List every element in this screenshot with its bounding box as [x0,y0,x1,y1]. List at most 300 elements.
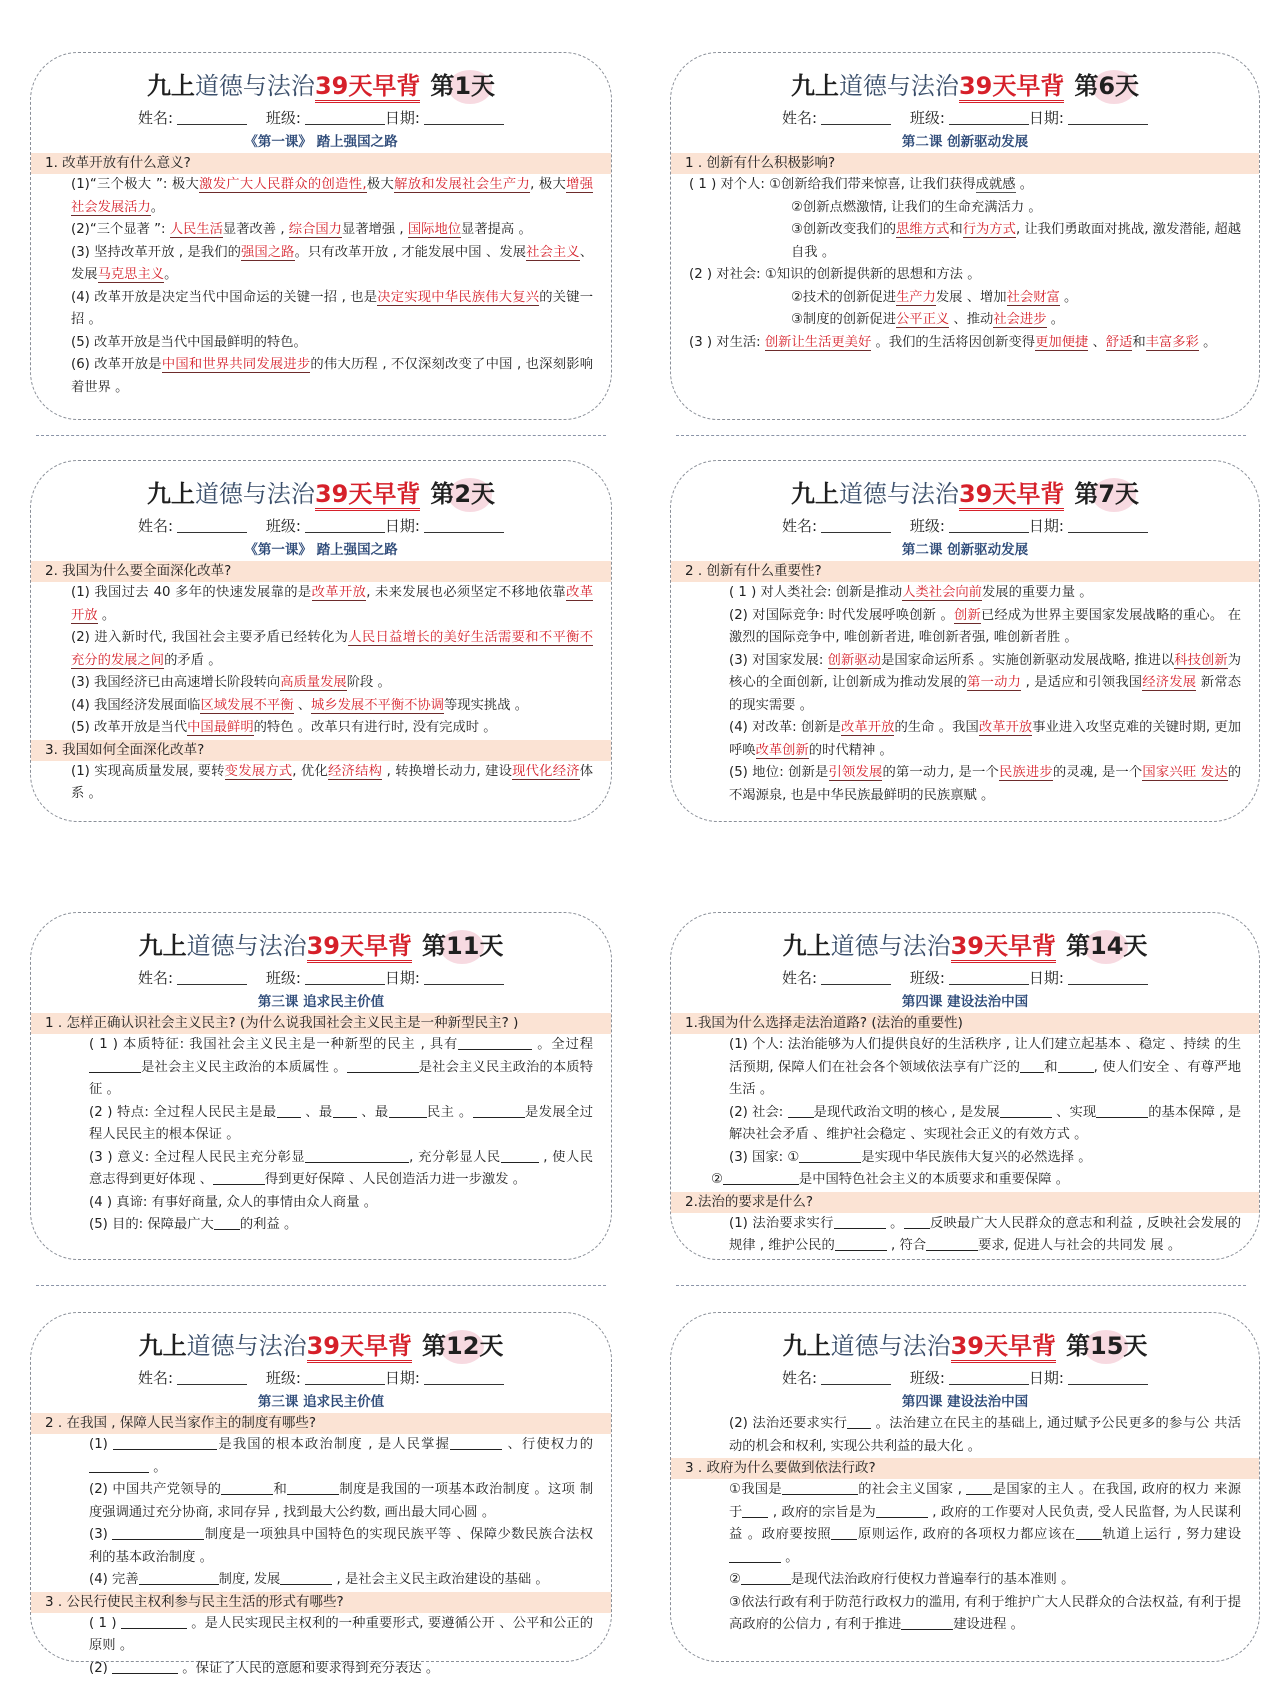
key-answer: 创新 [954,607,981,623]
date-field[interactable] [424,968,504,985]
text-segment: 2 . 创新有什么重要性? [685,563,822,579]
text-segment: 的第一动力, 是一个 [882,765,999,780]
text-segment: 。法治建立在民主的基础上, 通过赋予公民更多的参与公 共活动的机会和权利, 实现公共利益的最大化 。 [729,1416,1242,1454]
key-answer: 改革开放 [311,585,367,600]
text-segment: (3) 我国经济已由高速增长阶段转向 [71,675,281,690]
text-segment: 制度, 发展 [218,1572,281,1587]
text-segment: 的灵魂, 是一个 [1052,765,1143,780]
fill-in-blank[interactable] [221,1480,273,1495]
answer-paragraph [689,1102,1241,1147]
text-segment: 。 [1059,289,1078,305]
text-segment: 。 [781,1549,799,1565]
text-segment: ①我国是 [729,1482,782,1497]
key-answer: 引领发展 [828,765,883,780]
fill-in-blank[interactable] [729,1548,781,1563]
card-body [685,561,1242,807]
card-title [49,477,593,511]
text-segment: 和 [949,222,963,237]
text-segment: 的伟大历程 , 不仅深刻改变了中国 , 也深刻影响着世界 。 [71,357,594,395]
fill-in-blank[interactable] [287,1480,339,1495]
key-answer: 决定实现中华民族伟大复兴 [377,289,540,305]
date-field[interactable] [424,1368,504,1385]
title-program: 39天早背 [951,932,1056,963]
title-subject: 道德与法治 [194,72,315,100]
day-card [670,52,1260,420]
fill-in-blank[interactable] [926,1236,978,1251]
key-answer: 区域发展不平衡 [200,697,294,713]
text-segment: 建设进程 。 [953,1617,1024,1632]
fill-in-blank[interactable] [89,1058,141,1073]
text-segment: , 符合 [886,1238,927,1253]
fill-in-blank[interactable] [89,1458,149,1473]
question-heading [671,561,1259,582]
answer-paragraph [49,1479,593,1524]
fill-in-blank[interactable] [213,1170,265,1185]
class-label: 班级: [265,1369,301,1387]
lesson-heading: 第三课 追求民主价值 [257,1394,385,1410]
title-grade: 九上 [146,480,195,508]
text-segment: 的利益 。 [239,1217,298,1232]
fill-in-blank[interactable] [113,1435,217,1450]
text-segment: ( 1 ) 对个人: ①创新给我们带来惊喜, 让我们获得 [689,177,976,192]
fill-in-blank[interactable] [966,1480,992,1495]
question-heading [671,1192,1259,1213]
text-segment: 。 [885,1215,904,1231]
text-segment: , 优化 [292,763,329,779]
answer-paragraph [689,264,1241,287]
answer-paragraph [49,1034,593,1102]
answer-paragraph [49,1613,593,1658]
answer-paragraph [689,582,1241,605]
class-label: 班级: [265,517,301,535]
fill-in-blank[interactable] [458,1035,532,1050]
text-segment: 、最 [356,1104,389,1120]
text-segment: 体系 。 [71,763,594,801]
lesson-heading: 第二课 创新驱动发展 [901,542,1029,558]
text-segment: 是国家的主人 。在我国, 政府的权力 来源于 [729,1482,1241,1520]
date-field[interactable] [424,516,504,533]
key-answer: 更加便捷 [1035,334,1089,350]
title-subject: 道德与法治 [194,480,315,508]
text-segment: (5) 改革开放是当代中国最鲜明的特色。 [71,334,307,350]
text-segment: , 使人们安全 、有尊严地生活 。 [729,1059,1242,1097]
date-field[interactable] [1068,108,1148,125]
text-segment: 、 [293,697,312,713]
text-segment: 阶段 。 [346,675,391,690]
title-grade: 九上 [782,932,831,960]
name-label: 姓名: [138,969,174,987]
answer-paragraph [689,287,1241,310]
name-field[interactable] [821,516,891,533]
card-title [689,69,1241,103]
fill-in-blank[interactable] [1058,1058,1094,1073]
text-segment: , 是社会主义民主政治建设的基础 。 [332,1572,549,1587]
text-segment: 等现实挑战 。 [444,697,529,713]
answer-paragraph [689,650,1241,718]
text-segment: 、实现 [1051,1104,1097,1120]
question-heading [31,153,611,174]
fill-in-blank[interactable] [389,1103,427,1118]
text-segment: 是中国特色社会主义的本质要求和重要保障 。 [798,1172,1070,1187]
text-segment: 是国家命运所系 。实施创新驱动发展战略, 推进以 [881,652,1175,668]
fill-in-blank[interactable] [139,1570,219,1585]
card-title [689,1329,1241,1363]
name-label: 姓名: [782,109,818,127]
class-field[interactable] [305,516,385,533]
text-segment: 。 [1198,334,1217,350]
student-info-row [689,965,1241,991]
fill-in-blank[interactable] [788,1103,814,1118]
key-answer: 丰富多彩 [1145,334,1199,350]
text-segment: 、 [1088,334,1106,350]
fill-in-blank[interactable] [333,1103,357,1118]
text-segment: 民主 。 [426,1104,473,1120]
key-answer: 高质量发展 [280,675,347,690]
question-heading [31,1592,611,1613]
name-label: 姓名: [782,517,818,535]
title-subject: 道德与法治 [186,932,307,960]
date-label: 日期: [1028,517,1064,535]
text-segment: 的不竭源泉, 也是中华民族最鲜明的民族禀赋 。 [729,765,1241,803]
fill-in-blank[interactable] [1020,1058,1044,1073]
text-segment: (2 ) 对社会: ①知识的创新提供新的思想和方法 。 [689,267,981,282]
card-title [689,929,1241,963]
key-answer: 人民日益增长的美好生活需要和不平衡不充分的发展之间 [71,630,594,668]
text-segment: 是现代法治政府行使权力普遍奉行的基本准则 。 [790,1572,1075,1587]
text-segment: ( 1 ) [89,1615,121,1631]
class-field[interactable] [949,968,1029,985]
title-grade: 九上 [790,72,839,100]
title-subject: 道德与法治 [186,1332,307,1360]
text-segment: (2) 中国共产党领导的 [89,1482,222,1497]
title-program: 39天早背 [307,932,412,963]
fill-in-blank[interactable] [847,1414,871,1429]
fill-in-blank[interactable] [835,1236,887,1251]
key-answer: 变发展方式 [224,763,293,779]
key-answer: 国际地位 [407,222,462,237]
text-segment: 1.我国为什么选择走法治道路? (法治的重要性) [685,1015,963,1031]
date-field[interactable] [1068,1368,1148,1385]
text-segment: 、发展 [71,244,594,282]
text-segment: 发展的重要力量 。 [981,585,1093,600]
text-segment: 、最 [300,1104,333,1120]
key-answer: 社会财富 [1006,289,1060,305]
fill-in-blank[interactable] [501,1148,539,1163]
name-field[interactable] [177,1368,247,1385]
key-answer: 民族进步 [998,765,1053,780]
text-segment: (2) 进入新时代, 我国社会主要矛盾已经转化为 [71,630,349,645]
class-field[interactable] [949,1368,1029,1385]
question-heading [31,1013,611,1034]
fill-in-blank[interactable] [277,1103,301,1118]
text-segment: 、推动 [949,312,994,327]
text-segment: (6) 改革开放是 [71,357,162,372]
text-segment: (3) 国家: ① [729,1149,800,1165]
class-field[interactable] [305,968,385,985]
name-field[interactable] [177,108,247,125]
answer-paragraph [689,1213,1241,1258]
key-answer: 激发广大人民群众的创造性, [199,177,367,192]
answer-paragraph [49,1147,593,1192]
fill-in-blank[interactable] [782,1480,858,1495]
text-segment: 。 [1015,177,1034,192]
text-segment: 1 . 创新有什么积极影响? [685,155,836,171]
text-segment: (3) [89,1527,113,1542]
answer-paragraph [49,672,593,695]
title-subject: 道德与法治 [838,72,959,100]
day-card [670,460,1260,822]
fill-in-blank[interactable] [1076,1525,1102,1540]
class-field[interactable] [949,516,1029,533]
card-body [45,1413,594,1680]
day-card [670,912,1260,1260]
text-segment: (5) 改革开放是当代 [71,720,188,735]
cut-line [36,1285,606,1286]
key-answer: 城乡发展不平衡不协调 [311,697,445,713]
fill-in-blank[interactable] [214,1215,240,1230]
answer-paragraph [49,1658,593,1681]
text-segment: ( 1 ) 对人类社会: 创新是推动 [729,585,903,600]
text-segment: 新常态的现实需要 。 [729,675,1242,713]
text-segment: 是我国的根本政治制度 , 是人民掌握 [217,1437,451,1452]
text-segment: (2) 社会: [729,1104,788,1120]
text-segment: 已经成为世界主要国家发展战略的重心。 在激烈的国际竞争中, 唯创新者进, 唯创新者强, 唯创新者胜 。 [729,607,1242,645]
cut-line [36,435,606,436]
text-segment: 是实现中华民族伟大复兴的必然选择 。 [861,1149,1092,1165]
name-label: 姓名: [138,517,174,535]
answer-paragraph [689,332,1241,355]
name-field[interactable] [821,108,891,125]
key-answer: 人民生活 [169,222,223,237]
fill-in-blank[interactable] [1096,1103,1148,1118]
text-segment: (4) 完善 [89,1572,139,1587]
key-answer: 经济发展 [1142,675,1197,690]
key-answer: 人类社会向前 [902,585,982,600]
key-answer: 创新让生活更美好 [764,334,872,350]
key-answer: 改革开放 [978,720,1033,735]
fill-in-blank[interactable] [741,1570,791,1585]
fill-in-blank[interactable] [742,1503,768,1518]
text-segment: (2 ) 特点: 全过程人民民主是最 [89,1104,277,1120]
text-segment: 。 [150,199,165,215]
title-program: 39天早背 [951,1332,1056,1363]
card-body [45,153,594,399]
text-segment: ③依法行政有利于防范行政权力的滥用, 有利于维护广大人民群众的合法权益, 有利于提高政府的公信力 , 有利于推进 [729,1594,1241,1632]
name-field[interactable] [821,968,891,985]
fill-in-blank[interactable] [901,1615,953,1630]
key-answer: 思维方式 [896,222,950,237]
fill-in-blank[interactable] [450,1435,502,1450]
key-answer: 舒适 [1105,334,1133,350]
text-segment: 3 . 公民行使民主权利参与民主生活的形式有哪些? [45,1593,344,1610]
text-segment: 。只有改革开放 , 才能发展中国 、发展 [294,244,527,260]
text-segment: ②技术的创新促进 [791,289,896,305]
fill-in-blank[interactable] [904,1214,930,1229]
key-answer: 公平正义 [896,312,950,327]
name-field[interactable] [821,1368,891,1385]
text-segment: 1 . 怎样正确认识社会主义民主? (为什么说我国社会主义民主是一种新型民主? ) [45,1015,519,1031]
fill-in-blank[interactable] [305,1148,409,1163]
day-label: 第7天 [1074,480,1140,508]
text-segment: , 使人民意志得到更好体现 、 [89,1149,593,1187]
text-segment: 。保证了人民的意愿和要求得到充分表达 。 [178,1660,440,1676]
title-program: 39天早背 [959,72,1064,103]
date-field[interactable] [1068,516,1148,533]
text-segment: (1) 法治要求实行 [729,1215,834,1231]
text-segment: 2. 我国为什么要全面深化改革? [45,563,232,579]
answer-paragraph [689,762,1241,807]
text-segment: 3 . 政府为什么要做到依法行政? [685,1460,876,1476]
date-field[interactable] [424,108,504,125]
date-field[interactable] [1068,968,1148,985]
class-label: 班级: [909,109,945,127]
class-field[interactable] [305,1368,385,1385]
key-answer: 改革开放 [841,720,895,735]
day-label: 第2天 [430,480,496,508]
title-grade: 九上 [146,72,195,100]
answer-paragraph [49,354,593,399]
title-subject: 道德与法治 [838,480,959,508]
answer-paragraph [49,582,593,627]
text-segment: , 是适应和引领我国 [1021,675,1143,690]
answer-paragraph [49,287,593,332]
day-label: 第1天 [430,72,496,100]
lesson-heading: 第二课 创新驱动发展 [901,134,1029,150]
key-answer: 中国最鲜明 [187,720,254,735]
text-segment: 制度是一项独具中国特色的实现民族平等 、保障少数民族合法权 利的基本政治制度 。 [89,1527,594,1565]
text-segment: 和 [1132,334,1146,350]
fill-in-blank[interactable] [280,1570,332,1585]
answer-paragraph [49,717,593,740]
key-answer: 强国之路 [241,244,295,260]
text-segment: 2 . 在我国 , 保障人民当家作主的制度有哪些? [45,1415,317,1431]
text-segment: 显著提高 。 [461,222,532,237]
answer-paragraph [689,309,1241,332]
text-segment: 。 [97,607,116,623]
text-segment: ③制度的创新促进 [791,312,896,327]
answer-paragraph [689,1479,1241,1569]
text-segment: ② [711,1172,723,1187]
question-heading [31,1413,611,1434]
card-body [685,1413,1242,1637]
question-heading [31,561,611,582]
text-segment: 的关键一招 。 [71,289,594,327]
key-answer: 国家兴旺 发达 [1142,765,1228,780]
date-label: 日期: [384,1369,420,1387]
day-card [30,1312,612,1676]
class-field[interactable] [949,108,1029,125]
title-grade: 九上 [138,1332,187,1360]
answer-paragraph [49,761,593,806]
title-program: 39天早背 [959,480,1064,511]
cut-line [676,1285,1246,1286]
text-segment: 要求, 促进人与社会的共同发 展 。 [978,1238,1182,1253]
text-segment: (4) 我国经济发展面临 [71,697,201,713]
fill-in-blank[interactable] [121,1614,187,1629]
fill-in-blank[interactable] [876,1503,928,1518]
class-field[interactable] [305,108,385,125]
day-card [30,460,612,822]
text-segment: 轨道上运行 , 努力建设 [1101,1527,1241,1542]
text-segment: (1)“三个极大 ”: 极大 [71,177,200,192]
card-title [49,929,593,963]
fill-in-blank[interactable] [834,1214,886,1229]
class-label: 班级: [909,969,945,987]
date-label: 日期: [384,517,420,535]
day-label: 第15天 [1066,1332,1148,1360]
class-label: 班级: [265,969,301,987]
text-segment: 的特色 。改革只有进行时, 没有完成时 。 [253,720,497,735]
name-label: 姓名: [138,109,174,127]
date-label: 日期: [1028,969,1064,987]
fill-in-blank[interactable] [347,1058,419,1073]
text-segment: (4) 对改革: 创新是 [729,720,842,735]
answer-paragraph [689,197,1241,220]
text-segment: 1. 改革开放有什么意义? [45,155,191,171]
fill-in-blank[interactable] [112,1525,204,1540]
title-grade: 九上 [790,480,839,508]
name-field[interactable] [177,516,247,533]
day-label: 第12天 [422,1332,504,1360]
question-heading [671,153,1259,174]
fill-in-blank[interactable] [831,1525,857,1540]
text-segment: ③创新改变我们的 [791,222,897,237]
class-label: 班级: [909,517,945,535]
title-program: 39天早背 [315,480,420,511]
fill-in-blank[interactable] [112,1659,178,1674]
text-segment: ( 1 ) 本质特征: 我国社会主义民主是一种新型的民主 , 具有 [89,1037,459,1052]
date-label: 日期: [384,969,420,987]
name-field[interactable] [177,968,247,985]
text-segment: , 政府的工作要对人民负责, 受人民监督, 为人民谋利益 。政府要按照 [729,1504,1242,1542]
text-segment: 的生命 。我国 [894,720,979,735]
text-segment: (4) 改革开放是决定当代中国命运的关键一招 , 也是 [71,289,378,305]
answer-paragraph [689,174,1241,197]
fill-in-blank[interactable] [799,1148,861,1163]
day-label: 第6天 [1074,72,1140,100]
text-segment: (5) 地位: 创新是 [729,765,829,780]
card-title [689,477,1241,511]
text-segment: , 让我们勇敢面对挑战, 激发潜能, 超越自我 。 [791,222,1242,260]
fill-in-blank[interactable] [473,1103,525,1118]
lesson-heading: 第四课 建设法治中国 [901,994,1029,1010]
student-info-row [689,513,1241,539]
fill-in-blank[interactable] [1000,1103,1052,1118]
answer-paragraph [49,1102,593,1147]
key-answer: 行为方式 [962,222,1016,237]
text-segment: (3) 对国家发展: [729,652,828,668]
answer-paragraph [49,627,593,672]
fill-in-blank[interactable] [723,1170,799,1185]
text-segment: (1) 我国过去 40 多年的快速发展靠的是 [71,585,312,600]
text-segment: 。全过程 [532,1037,593,1052]
underlined-term: 成就感 [975,177,1016,192]
text-segment: (1) 实现高质量发展, 要转 [71,763,225,779]
key-answer: 生产力 [896,289,936,305]
lesson-heading: 《第一课》 踏上强国之路 [244,134,398,150]
text-segment: 和 [1044,1059,1058,1075]
text-segment: (1) [89,1437,114,1452]
student-info-row [49,1365,593,1391]
text-segment: 的矛盾 。 [164,652,222,668]
text-segment: 为核心的全面创新, 让创新成为推动发展的 [729,652,1242,690]
name-label: 姓名: [138,1369,174,1387]
text-segment: (3 ) 意义: 全过程人民民主充分彰显 [89,1149,306,1165]
key-answer: 解放和发展社会生产力 [394,177,531,192]
text-segment: (3) 坚持改革开放 , 是我们的 [71,244,241,260]
text-segment: 。 [164,267,178,282]
key-answer: 马克思主义 [97,267,165,282]
